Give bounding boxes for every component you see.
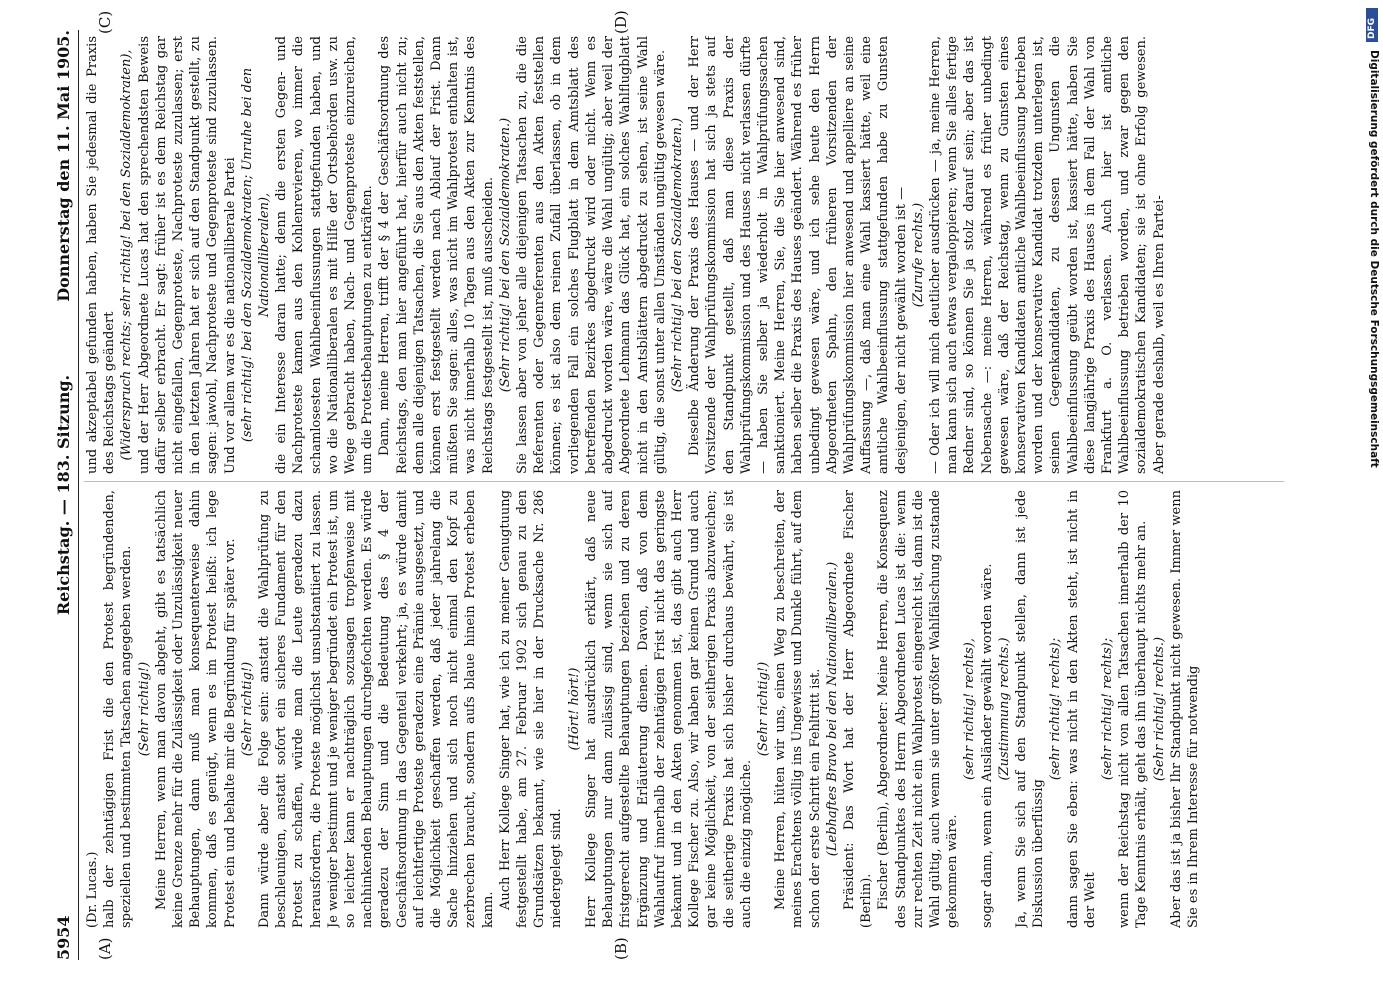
paragraph: Herr Kollege Singer hat ausdrücklich erklärt, daß neue Behauptungen nur dann zulässig sind, wenn sie sich auf fristgerecht aufgestellte Behauptungen beziehen und zu deren Ergänzung und Erläuterung dienen. Davon, daß von dem Wahlaufruf innerhalb der zehntägigen Frist nicht das geringste bekannt und in den Akten genommen ist, das gibt auch Herr Kollege Fischer zu. Also, wir haben gar keinen Grund und auch gar keine Möglichkeit, von der seitherigen Praxis abzuweichen; die seitherige Praxis hat sich bisher durchaus bewährt, sie ist auch die einzig mögliche. — [583, 490, 754, 928]
paragraph: Präsident: Das Wort hat der Herr Abgeordnete Fischer (Berlin). — [841, 490, 875, 928]
paragraph: Ja, wenn Sie sich auf den Standpunkt stellen, dann ist jede Diskussion überflüssig — [1013, 490, 1047, 928]
paragraph: (Zurufe rechts.) — [910, 202, 926, 308]
paragraph: Meine Herren, wenn man davon abgeht, gibt es tatsächlich keine Grenze mehr für die Zulässigkeit oder Unzulässigkeit neuer Behauptungen, dann muß man konsequenterweise dahin kommen, daß es genügt, wenn es im Protest heißt: ich lege Protest ein und behalte mir die Begründung für später vor. — [153, 490, 238, 928]
page-header — [48, 30, 79, 960]
paragraph: (Zustimmung rechts.) — [996, 637, 1012, 781]
dfg-logo — [1366, 8, 1378, 42]
page-number: 5954 — [54, 915, 73, 960]
paragraph: Dann würde aber die Folge sein: anstatt die Wahlprüfung zu beschleunigen, anstatt sofort ein sicheres Fundament für den Protest zu schaffen, würde man die Leute geradezu dazu herausfordern, die Proteste möglichst unsubstantiiert zu lassen. Je weniger bestimmt und je weniger begründet ein Protest ist, um so leichter kann er nachträglich sozusagen tropfenweise mit nachhinkenden Behauptungen durchgefochten werden. Es würde geradezu der Sinn und die Bedeutung des § 4 der Geschäftsordnung in das Gegenteil verkehrt; ja, es würde damit auf leichtfertige Proteste geradezu eine Prämie ausgesetzt, und die Möglichkeit geschaffen werden, daß jeder jahrelang die Sache hinziehen und sich noch nicht einmal den Kopf zu zerbrechen braucht, sondern aufs blaue hinein Protest erheben kann. — [257, 490, 496, 928]
paragraph: — Oder ich will mich deutlicher ausdrücken — ja, meine Herren, man kann sich auch etwas vergaloppieren; wenn Sie alles fertige Redner sind, so können Sie ja stolz darauf sein; aber das ist Nebensache —: meine Herren, während es früher unbedingt gewesen wäre, daß der Reichstag, wenn zu Gunsten eines konservativen Kandidaten amtliche Wahlbeeinflussung betrieben worden und der konservative Kandidat trotzdem unterlegen ist, seinen Gegenkandidaten, zu dessen Ungunsten die Wahlbeeinflussung geübt worden ist, kassiert hätte, haben Sie diese langjährige Praxis des Hauses in dem Fall der Wahl von Frankfurt a. O. verlassen. Auch hier ist amtliche Wahlbeeinflussung betrieben worden, und zwar gegen den sozialdemokratischen Kandidaten; sie ist ohne Erfolg gewesen. Aber gerade deshalb, weil es Ihren Partei- — [927, 36, 1167, 474]
paragraph: Meine Herren, hüten wir uns, einen Weg zu beschreiten, der meines Erachtens völlig ins Ungewisse und Dunkle führt, auf dem schon der erste Schritt ein Fehltritt ist. — [773, 490, 823, 928]
paragraph: (Widerspruch rechts; sehr richtig! bei den Sozialdemokraten), — [119, 49, 135, 461]
paragraph: Dieselbe Änderung der Praxis des Hauses — und der Herr Vorsitzende der Wahlprüfungskommission hat sich ja stets auf den Standpunkt gestellt, daß man diese Praxis der Wahlprüfungskommission und des Hauses nicht verlassen dürfte — haben Sie selber ja wiederholt in Wahlprüfungssachen sanktioniert. Meine Herren, Sie, die Sie hier anwesend sind, haben selber die Praxis des Hauses geändert. Während es früher unbedingt gewesen wäre, und ich sehe heute den Herrn Abgeordneten Spahn, den früheren Vorsitzenden der Wahlprüfungskommission hier anwesend und appelliere an seine Auffassung —, daß man eine Wahl kassiert hätte, weil eine amtliche Wahlbeeinflussung stattgefunden habe zu Gunsten desjenigen, der nicht gewählt worden ist — — [687, 36, 909, 474]
dfg-logo-text: DFG — [1367, 17, 1377, 39]
paragraph: (Lebhaftes Bravo bei den Nationalliberalen.) — [824, 561, 840, 857]
paragraph: und akzeptabel gefunden haben, haben Sie jedesmal die Praxis des Reichstags geändert — [85, 36, 118, 474]
paragraph: Sie lassen aber von jeher alle diejenigen Tatsachen zu, die die Referenten oder Gegenreferenten aus den Akten feststellen können; es ist also dem reinen Zufall überlassen, ob in dem vorliegenden Fall ein solches Flugblatt in dem Amtsblatt des betreffenden Bezirkes abgedruckt wird oder nicht. Wenn es abgedruckt worden wäre, wäre die Wahl ungültig; aber weil der Abgeordnete Lehmann das Glück hat, ein solches Wahlflugblatt nicht in den Amtsblättern abgedruckt zu sehen, ist seine Wahl gültig, die sonst unter allen Umständen ungültig gewesen wäre. — [515, 36, 668, 474]
paragraph: (sehr richtig! rechts), — [962, 638, 978, 780]
credit-text: Digitalisierung gefördert durch die Deutsche Forschungsgemeinschaft — [1368, 50, 1380, 468]
paragraph: (sehr richtig! bei den Sozialdemokraten; Unruhe bei den Nationalliberalen), — [239, 67, 273, 443]
paragraph: (Dr. Lucas.) — [85, 851, 100, 928]
paragraph: (Sehr richtig!) — [136, 661, 152, 757]
right-column — [84, 36, 1284, 474]
margin-label-a: (A) — [96, 937, 114, 960]
paragraph: (Sehr richtig!) — [239, 661, 255, 757]
digitization-credit — [1362, 50, 1382, 990]
paragraph: (sehr richtig! rechts); — [1048, 637, 1064, 781]
paragraph: (Sehr richtig!) — [755, 661, 771, 757]
left-column — [84, 490, 1284, 928]
paragraph: wenn der Reichstag nicht von allen Tatsachen innerhalb der 10 Tage Kenntnis erhält, geht das ihn überhaupt nichts mehr an. — [1117, 490, 1150, 928]
margin-label-b: (B) — [612, 937, 630, 960]
paragraph: Fischer (Berlin), Abgeordneter: Meine Herren, die Konsequenz des Standpunktes des Herrn Abgeordneten Lucas ist die: wenn zur rechten Zeit nicht ein Wahlprotest eingereicht ist, dann ist die Wahl gültig, auch wenn sie unter größter Wahlfälschung zustande gekommen wäre. — [876, 490, 961, 928]
paragraph: die ein Interesse daran hatte; denn die ersten Gegen- und Nachproteste kamen aus den Kohlenrevieren, wo immer die schamlosesten Wahlbeeinflussungen stattgefunden haben, und wo die Nationalliberalen es mit Hilfe der Ortsbehörden usw. zu Wege gebracht haben, Nach- und Gegenproteste einzureichen, um die Protestbehauptungen zu entkräften. — [274, 36, 376, 474]
paragraph: halb der zehntägigen Frist die den Protest begründenden, speziellen und bestimmten Tatsachen angegeben werden. — [102, 490, 135, 928]
paragraph: (Sehr richtig! bei den Sozialdemokraten.) — [669, 117, 685, 393]
paragraph: (Hört! hört!) — [566, 667, 582, 751]
margin-label-c: (C) — [96, 10, 114, 34]
paragraph: Auch Herr Kollege Singer hat, wie ich zu meiner Genugtuung festgestellt habe, am 27. Februar 1902 sich genau zu den Grundsätzen bekannt, wie sie hier in der Drucksache Nr. 286 niedergelegt sind. — [497, 490, 565, 928]
paragraph: (sehr richtig! rechts); — [1099, 637, 1115, 781]
column-divider — [84, 481, 1284, 482]
paragraph: Dann, meine Herren, trifft der § 4 der Geschäftsordnung des Reichstags, den man hier angeführt hat, hierfür auch nicht zu; denn alle diejenigen Tatsachen, die Sie aus den Akten feststellen, können erst festgestellt werden nach Ablauf der Frist. Dann müßten Sie sagen: alles, was nicht im Wahlprotest enthalten ist, was nicht innerhalb 10 Tagen aus den Akten zur Kenntnis des Reichstags festgestellt ist, muß ausscheiden. — [377, 36, 496, 474]
paragraph: (Sehr richtig! bei den Sozialdemokraten.) — [497, 117, 513, 393]
paragraph: dann sagen Sie eben: was nicht in den Akten steht, ist nicht in der Welt — [1065, 490, 1098, 928]
paragraph: und der Herr Abgeordnete Lucas hat den sprechendsten Beweis dafür selber erbracht. Er sagt: früher ist es dem Reichstag gar nicht eingefallen, Gegenproteste, Nachproteste zuzulassen; erst in den letzten Jahren hat er sich auf den Standpunkt gestellt, zu sagen: jawohl, Nachproteste und Gegenproteste sind zuzulassen. Und vor allem war es die nationalliberale Partei — [136, 36, 238, 474]
paragraph: (Sehr richtig! rechts.) — [1151, 636, 1167, 782]
margin-label-d: (D) — [612, 10, 630, 34]
session-date: Donnerstag den 11. Mai 1905. — [54, 30, 73, 302]
session-title: Reichstag. — 183. Sitzung. — [54, 374, 73, 616]
paragraph: Aber das ist ja bisher Ihr Standpunkt nicht gewesen. Immer wenn Sie es in Ihrem Interesse für notwendig — [1168, 490, 1201, 928]
paragraph: sogar dann, wenn ein Ausländer gewählt worden wäre. — [979, 563, 995, 928]
